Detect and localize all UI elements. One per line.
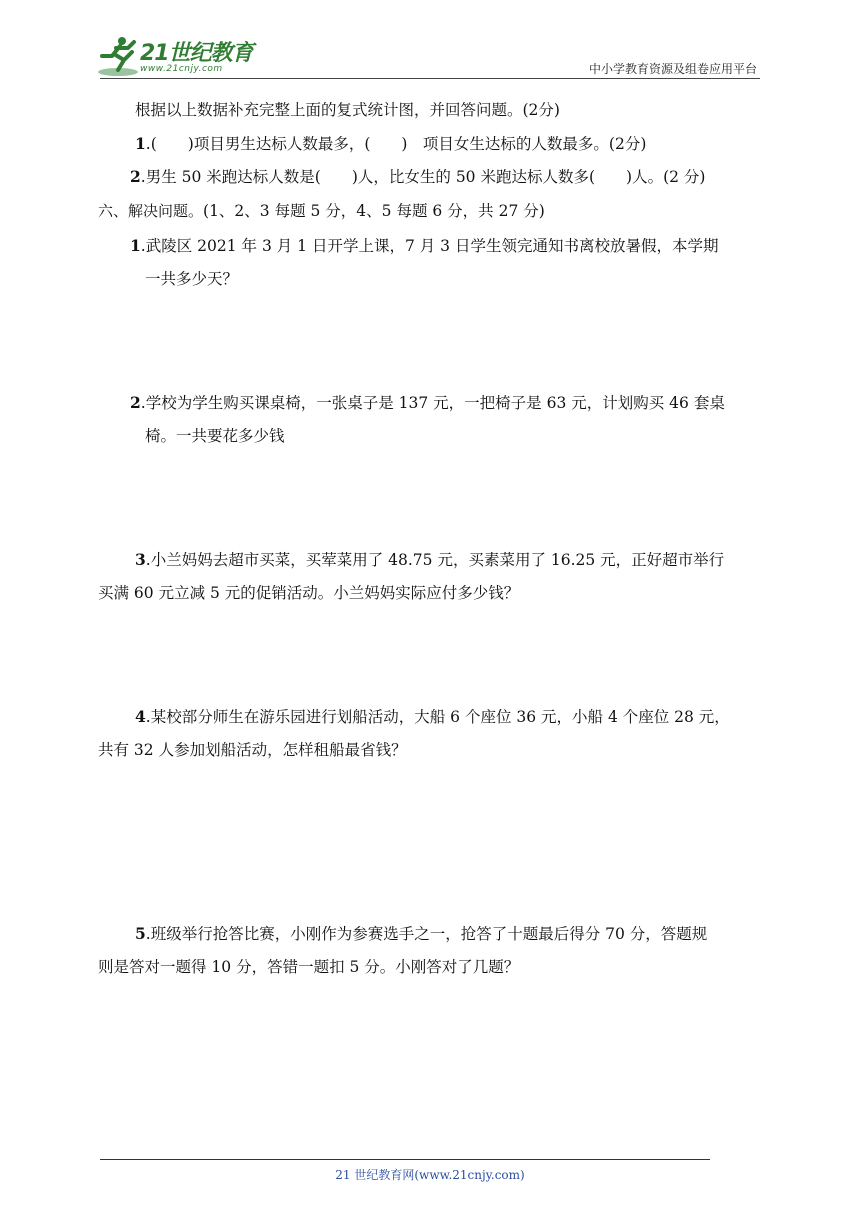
problem-2-line-1 [130, 393, 725, 413]
runner-logo-icon [96, 34, 140, 78]
problem-number: 3 [135, 550, 146, 569]
problem-text: .小兰妈妈去超市买菜，买荤菜用了 48.75 元，买素菜用了 16.25 元，正好超市举行 [145, 551, 725, 569]
header-platform-text: 中小学教育资源及组卷应用平台 [588, 62, 757, 76]
chart-question-1 [135, 134, 646, 154]
problem-3-line-1 [135, 550, 724, 570]
logo-url: www.21cnjy.com [140, 64, 223, 74]
section-note: (1、2、3 每题 5 分，4、5 每题 6 分，共 27 分) [203, 202, 545, 220]
footer-text: 21 世纪教育网(www.21cnjy.com) [335, 1168, 525, 1182]
problem-text: .学校为学生购买课桌椅，一张桌子是 137 元，一把椅子是 63 元，计划购买 46 套桌 [140, 394, 725, 412]
logo-text: 21世纪教育 [140, 41, 253, 66]
section-6-heading [98, 201, 545, 221]
problem-text: .某校部分师生在游乐园进行划船活动，大船 6 个座位 36 元，小船 4 个座位 28 元， [145, 708, 730, 726]
footer-divider [100, 1159, 710, 1160]
problem-number: 5 [135, 924, 146, 943]
intro-text: 根据以上数据补充完整上面的复式统计图，并回答问题。(2分) [135, 101, 560, 119]
problem-number: 1 [130, 236, 141, 255]
problem-4-line-2: 共有 32 人参加划船活动，怎样租船最省钱？ [98, 741, 407, 759]
problem-text: .武陵区 2021 年 3 月 1 日开学上课，7 月 3 日学生领完通知书离校放暑假，本学期 [140, 237, 719, 255]
question-text: .男生 50 米跑达标人数是( )人，比女生的 50 米跑达标人数多( )人。(2 分) [140, 168, 706, 186]
problem-text: .班级举行抢答比赛，小刚作为参赛选手之一，抢答了十题最后得分 70 分，答题规 [145, 925, 708, 943]
question-text: .( )项目男生达标人数最多，( ) 项目女生达标的人数最多。(2分) [145, 135, 647, 153]
problem-5-line-2: 则是答对一题得 10 分，答错一题扣 5 分。小刚答对了几题？ [98, 958, 520, 976]
question-number: 2 [130, 167, 141, 186]
problem-5-line-1 [135, 924, 707, 944]
header-divider [100, 78, 760, 79]
question-number: 1 [135, 134, 146, 153]
problem-number: 4 [135, 707, 146, 726]
section-title: 六、解决问题。 [98, 202, 204, 220]
problem-1-line-2: 一共多少天？ [145, 270, 239, 288]
problem-4-line-1 [135, 707, 730, 727]
problem-3-line-2: 买满 60 元立减 5 元的促销活动。小兰妈妈实际应付多少钱？ [98, 584, 520, 602]
chart-question-2 [130, 167, 705, 187]
problem-2-line-2: 椅。一共要花多少钱 [145, 427, 285, 445]
problem-number: 2 [130, 393, 141, 412]
problem-1-line-1 [130, 236, 718, 256]
site-logo [96, 34, 266, 82]
